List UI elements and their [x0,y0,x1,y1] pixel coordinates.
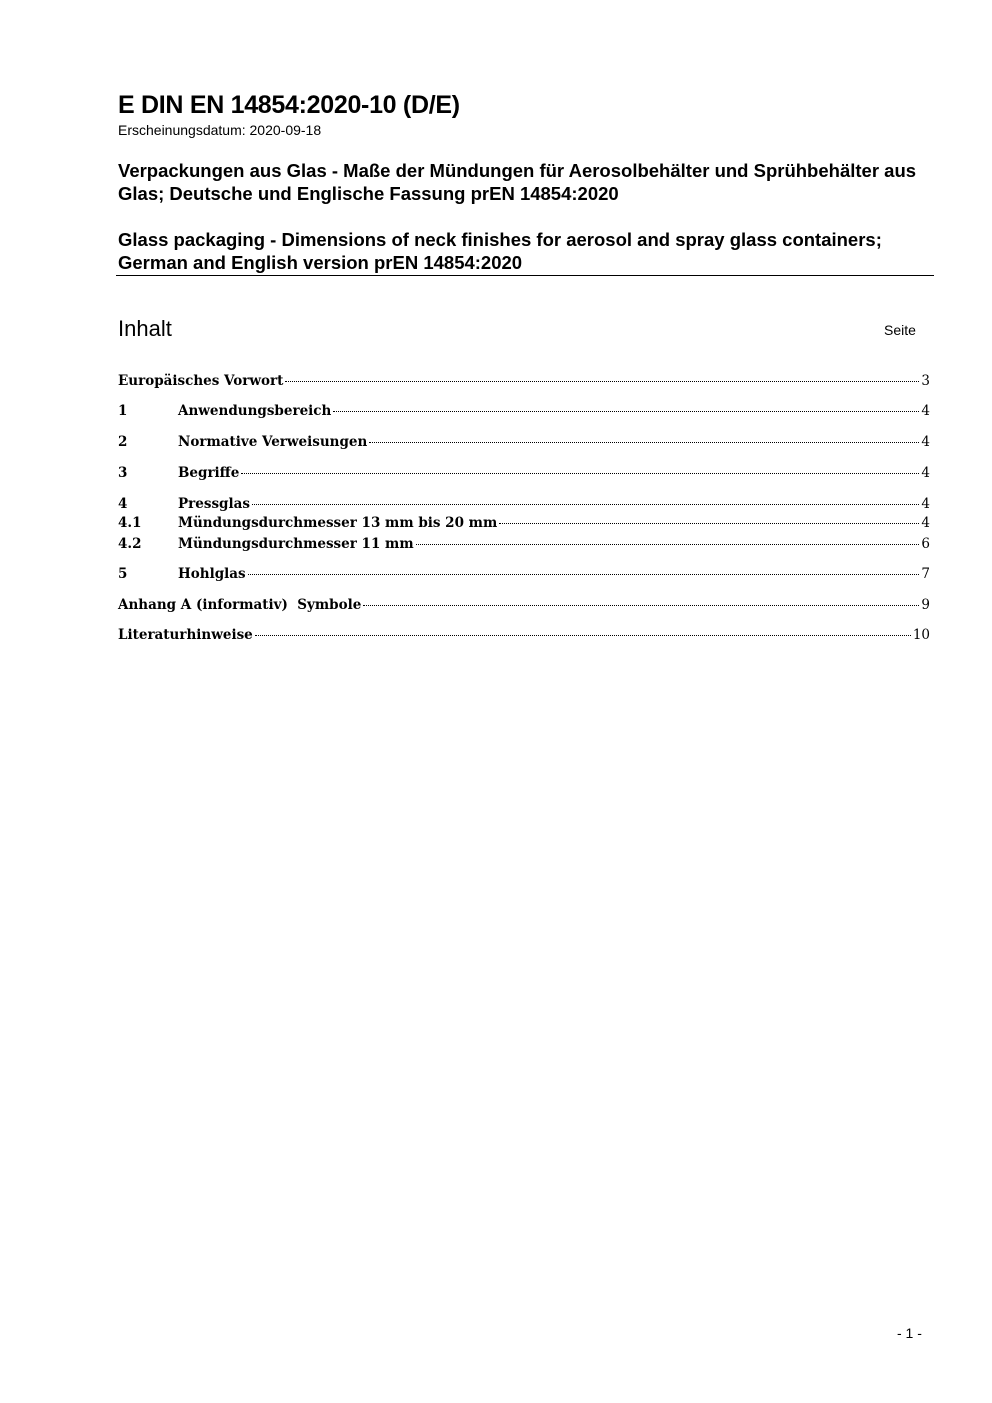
toc-entry-number: 1 [118,403,128,419]
toc-dot-leader [255,635,911,636]
toc-entry-page: 4 [921,403,930,419]
toc-entry-number: 4.2 [118,536,142,552]
toc-entry-scope[interactable] [118,402,930,420]
toc-entry-page: 4 [921,434,930,450]
toc-entry-terms[interactable] [118,464,930,482]
toc-entry-title: Normative Verweisungen [178,434,368,450]
toc-entry-page: 4 [921,515,930,531]
title-english: Glass packaging - Dimensions of neck finishes for aerosol and spray glass containers; German and English version prEN 14854:2020 [118,229,882,273]
toc-entry-title: Literaturhinweise [118,627,253,643]
toc-entry-page: 3 [921,373,930,389]
toc-entry-page: 4 [921,496,930,512]
toc-entry-title: Mündungsdurchmesser 11 mm [178,536,414,552]
toc-entry-pressed-glass[interactable] [118,495,930,513]
toc-entry-number: 4 [118,496,128,512]
toc-entry-number: 5 [118,566,128,582]
toc-heading: Inhalt [118,316,172,341]
toc-dot-leader [241,473,919,474]
title-german: Verpackungen aus Glas - Maße der Mündungen für Aerosolbehälter und Sprühbehälter aus Glas; Deutsche und Englische Fassung prEN 14854:2020 [118,160,917,204]
toc-dot-leader [363,605,919,606]
toc-dot-leader [252,504,919,505]
toc-page-column-label: Seite [884,322,916,338]
toc-dot-leader [333,411,919,412]
toc-entry-title: Hohlglas [178,566,246,582]
page-number: - 1 - [897,1325,922,1341]
toc-dot-leader [248,574,920,575]
toc-dot-leader [416,544,920,545]
toc-entry-title: Anhang A (informativ) Symbole [118,597,362,613]
toc-dot-leader [369,442,919,443]
toc-entry-neck-13-20mm[interactable] [118,514,930,532]
toc-entry-page: 10 [912,627,930,643]
toc-entry-page: 9 [921,597,930,613]
toc-dot-leader [285,381,919,382]
publication-date: Erscheinungsdatum: 2020-09-18 [118,122,322,138]
toc-entry-neck-11mm[interactable] [118,535,930,553]
title-divider [116,275,934,276]
toc-dot-leader [499,523,919,524]
toc-entry-title: Anwendungsbereich [178,403,332,419]
toc-entry-title: Mündungsdurchmesser 13 mm bis 20 mm [178,515,498,531]
document-number: E DIN EN 14854:2020-10 (D/E) [118,91,460,119]
toc-entry-hollow-glass[interactable] [118,565,930,583]
toc-entry-number: 2 [118,434,128,450]
toc-entry-title: Pressglas [178,496,250,512]
toc-entry-normative-references[interactable] [118,433,930,451]
toc-entry-title: Begriffe [178,465,240,481]
toc-entry-annex-a[interactable] [118,596,930,614]
toc-entry-page: 7 [921,566,930,582]
toc-entry-number: 4.1 [118,515,142,531]
toc-entry-bibliography[interactable] [118,626,930,644]
toc-entry-page: 4 [921,465,930,481]
toc-entry-foreword[interactable] [118,372,930,390]
toc-entry-page: 6 [921,536,930,552]
toc-entry-number: 3 [118,465,128,481]
toc-entry-title: Europäisches Vorwort [118,373,284,389]
